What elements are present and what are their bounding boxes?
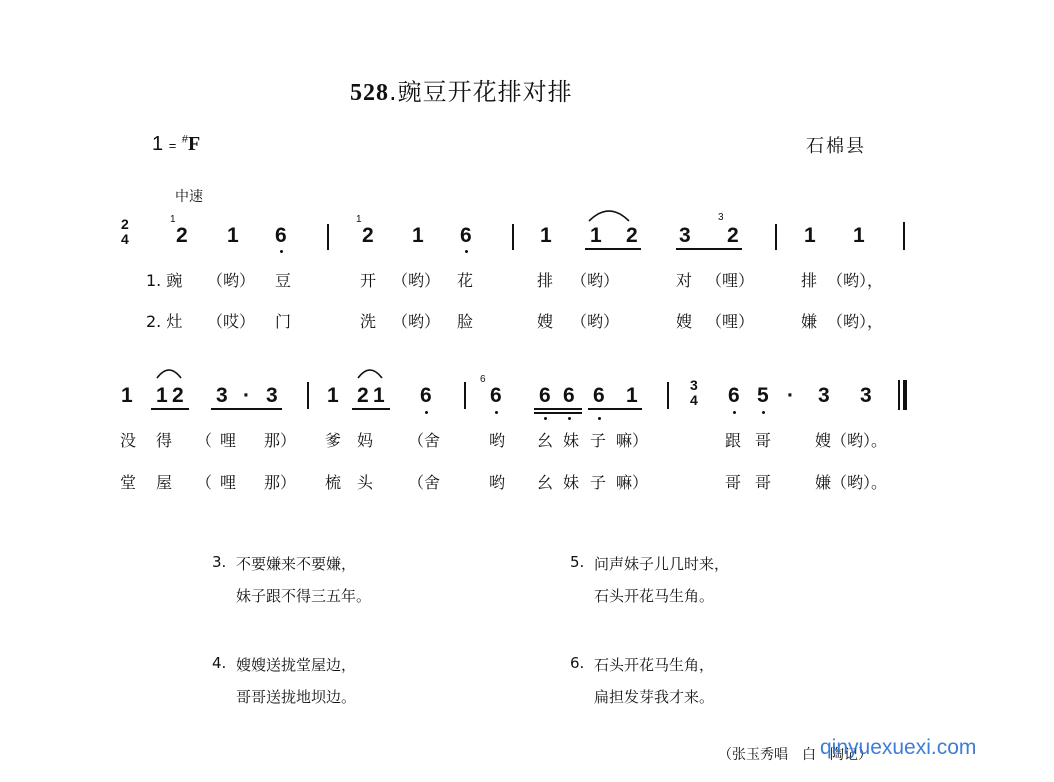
lyric: 跟: [725, 431, 742, 450]
lyric: 哩: [220, 473, 237, 492]
final-bar-thick: [903, 380, 907, 410]
song-number: 528: [350, 80, 389, 106]
note: 2: [172, 384, 184, 407]
lyric: 嫌（哟）。: [815, 473, 888, 492]
key-one: 1: [152, 133, 164, 155]
lyric: （哟）: [571, 312, 620, 331]
key-signature: [152, 133, 200, 156]
underline-beam: [352, 408, 390, 410]
title-dot: .: [389, 78, 398, 106]
note: 6: [420, 384, 432, 407]
slur-arc: [586, 205, 632, 223]
lyric: 花: [457, 271, 474, 290]
lyric: 幺: [537, 473, 554, 492]
note: 6: [490, 384, 502, 407]
grace-note: 3: [718, 212, 724, 223]
note: 1: [412, 224, 424, 247]
lower-octave-dot: [280, 250, 283, 253]
note: 6: [563, 384, 575, 407]
lyric: 脸: [457, 312, 474, 331]
lyric: 哥: [755, 431, 772, 450]
grace-note: 1: [170, 214, 176, 225]
note: 2: [362, 224, 374, 247]
verse-line: 哥哥送拢地坝边。: [236, 688, 357, 706]
grace-note: 1: [356, 214, 362, 225]
underline-beam: [585, 248, 641, 250]
note: 6: [275, 224, 287, 247]
lyric: 哩: [220, 431, 237, 450]
verse-line: 石头开花马生角，: [594, 656, 715, 674]
key-equals: =: [168, 138, 177, 153]
lyric: 幺: [537, 431, 554, 450]
note: 6: [539, 384, 551, 407]
lyric: 门: [275, 312, 292, 331]
verse-number: 6.: [570, 654, 585, 672]
lyric: （: [196, 431, 213, 450]
verse-line: 扁担发芽我才来。: [594, 688, 715, 706]
final-bar-thin: [898, 380, 900, 410]
lyric: 没: [120, 431, 137, 450]
time-sig-top: 3: [690, 377, 698, 393]
lower-octave-dot: [568, 417, 571, 420]
note: 2: [727, 224, 739, 247]
page-title: [350, 72, 573, 107]
underline-beam: [588, 408, 642, 410]
time-sig-bottom: 4: [121, 231, 129, 247]
lyric: 嫂（哟）。: [815, 431, 888, 450]
verse-line: 石头开花马生角。: [594, 587, 715, 605]
lower-octave-dot: [425, 411, 428, 414]
lyric: 排: [801, 271, 818, 290]
tempo-mark: 中速: [175, 189, 203, 205]
note: 3: [860, 384, 872, 407]
lyric: 洗: [360, 312, 377, 331]
lyric: （哟），: [827, 271, 884, 290]
lyric: （哟），: [827, 312, 884, 331]
note: 2: [176, 224, 188, 247]
note: 2: [357, 384, 369, 407]
lower-octave-dot: [733, 411, 736, 414]
lyric: 开: [360, 271, 377, 290]
verse-line: 妹子跟不得三五年。: [236, 587, 372, 605]
credit-line: （张玉秀唱 白 陶记）: [718, 747, 872, 763]
lyric: 嫂: [537, 312, 554, 331]
note: 1: [590, 224, 602, 247]
lyric: （哟）: [392, 271, 441, 290]
lyric: 梳: [325, 473, 342, 492]
lyric: （哩）: [706, 312, 755, 331]
lyric: 堂: [120, 473, 137, 492]
note: 3: [266, 384, 278, 407]
verse-number: 4.: [212, 654, 227, 672]
bar-line: [512, 224, 514, 250]
lower-octave-dot: [465, 250, 468, 253]
slur-arc: [356, 364, 384, 380]
lyric: 妹: [563, 431, 580, 450]
lyric: 排: [537, 271, 554, 290]
lyric: 哟: [489, 473, 506, 492]
note: 2: [626, 224, 638, 247]
note: 1: [853, 224, 865, 247]
note: 1: [156, 384, 168, 407]
note: 1: [804, 224, 816, 247]
note: 1: [540, 224, 552, 247]
note: 3: [679, 224, 691, 247]
time-sig-bottom: 4: [690, 392, 698, 408]
time-signature-2-4: [121, 217, 129, 247]
lyric: 哟: [489, 431, 506, 450]
lyric: （哟）: [207, 271, 256, 290]
lyric: （哟）: [392, 312, 441, 331]
note: ·: [243, 384, 250, 407]
slur-arc: [155, 364, 183, 380]
lyric: 头: [357, 473, 374, 492]
lyric: （: [196, 473, 213, 492]
sharp-symbol: #: [181, 133, 188, 146]
lyric: 屋: [156, 473, 173, 492]
verse-number: 3.: [212, 553, 227, 571]
lyric: 妹: [563, 473, 580, 492]
lyric: 嫌: [801, 312, 818, 331]
song-title: 豌豆开花排对排: [397, 78, 573, 106]
lyric: （哟）: [571, 271, 620, 290]
underline-beam: [676, 248, 742, 250]
bar-line: [775, 224, 777, 250]
lyric: 嫂: [676, 312, 693, 331]
bar-line: [667, 382, 669, 409]
note: 1: [373, 384, 385, 407]
lower-octave-dot: [762, 411, 765, 414]
verse-line: 不要嫌来不要嫌，: [236, 555, 357, 573]
lyric: （舍: [408, 473, 441, 492]
note: 3: [216, 384, 228, 407]
lower-octave-dot: [544, 417, 547, 420]
lyric: 哥: [725, 473, 742, 492]
lyric: 2. 灶: [146, 312, 183, 331]
note: 1: [327, 384, 339, 407]
note: ·: [787, 384, 794, 407]
note: 6: [460, 224, 472, 247]
lyric: 子: [590, 473, 607, 492]
key-note: F: [187, 133, 201, 155]
verse-number: 5.: [570, 553, 585, 571]
lyric: （哎）: [207, 312, 256, 331]
note: 5: [757, 384, 769, 407]
note: 1: [121, 384, 133, 407]
underline-beam: [211, 408, 282, 410]
time-signature-3-4: [690, 378, 698, 408]
lyric: 那）: [264, 473, 297, 492]
lyric: （哩）: [706, 271, 755, 290]
lyric: 嘛）: [616, 431, 649, 450]
lyric: 爹: [325, 431, 342, 450]
lower-octave-dot: [598, 417, 601, 420]
note: 1: [227, 224, 239, 247]
bar-line: [464, 382, 466, 409]
lyric: （舍: [408, 431, 441, 450]
grace-note: 6: [480, 374, 486, 385]
lyric: 得: [156, 431, 173, 450]
bar-line: [307, 382, 309, 409]
region-label: 石棉县: [806, 136, 866, 157]
verse-line: 问声妹子儿几时来，: [594, 555, 730, 573]
bar-line: [903, 222, 905, 250]
note: 3: [818, 384, 830, 407]
note: 6: [728, 384, 740, 407]
underline-beam: [534, 408, 582, 410]
time-sig-top: 2: [121, 216, 129, 232]
lyric: 嘛）: [616, 473, 649, 492]
note: 6: [593, 384, 605, 407]
lyric: 1. 豌: [146, 271, 183, 290]
lyric: 豆: [275, 271, 292, 290]
lower-octave-dot: [495, 411, 498, 414]
underline-beam: [534, 412, 582, 414]
underline-beam: [151, 408, 189, 410]
lyric: 那）: [264, 431, 297, 450]
lyric: 哥: [755, 473, 772, 492]
verse-line: 嫂嫂送拢堂屋边，: [236, 656, 357, 674]
lyric: 妈: [357, 431, 374, 450]
bar-line: [327, 224, 329, 250]
note: 1: [626, 384, 638, 407]
watermark: qinyuexuexi.com: [820, 736, 977, 759]
lyric: 子: [590, 431, 607, 450]
lyric: 对: [676, 271, 693, 290]
